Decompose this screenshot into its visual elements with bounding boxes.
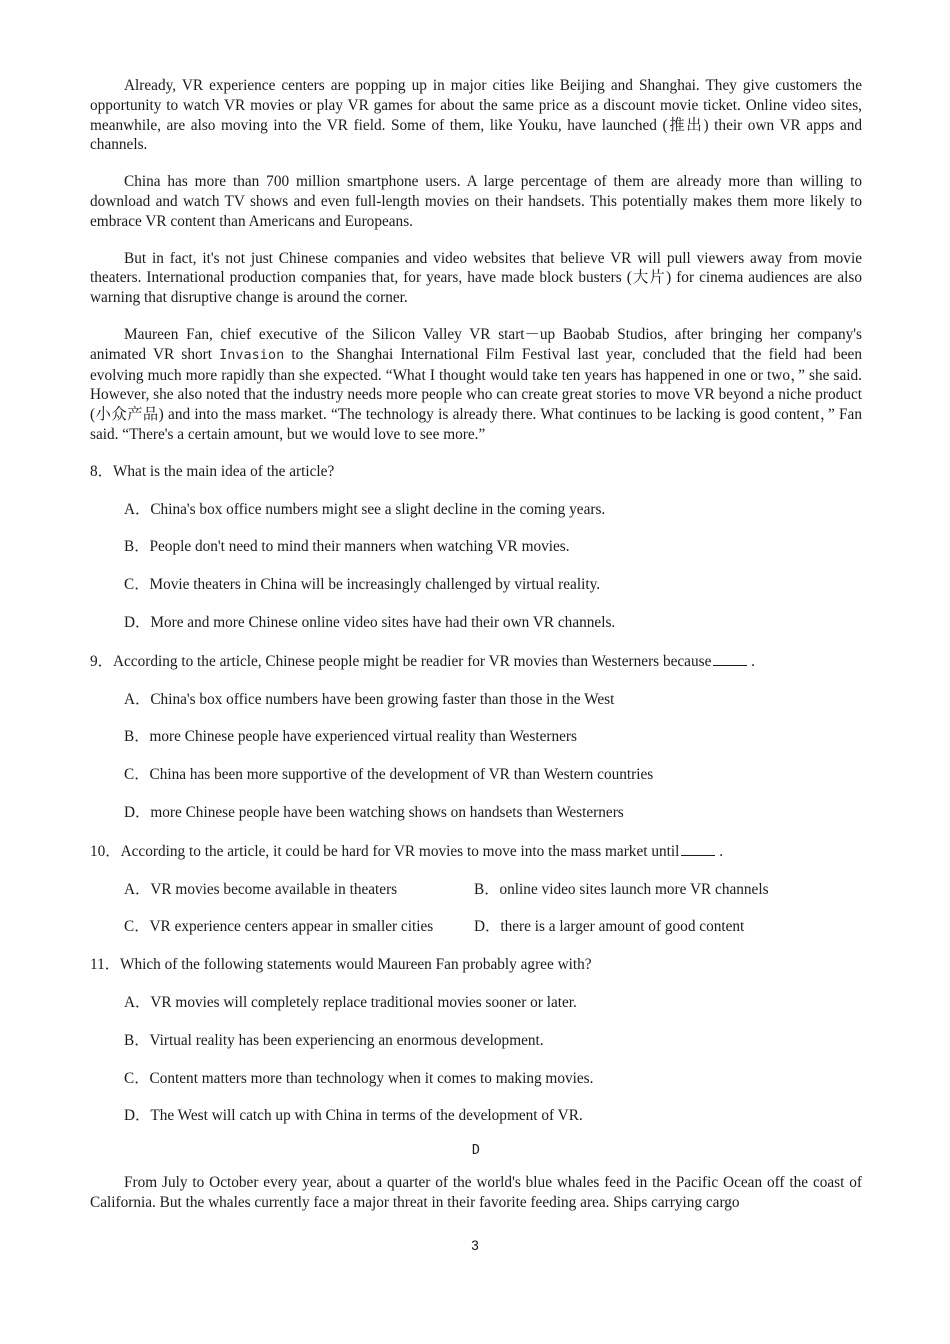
film-title: Invasion <box>219 346 285 363</box>
question-10-option-d[interactable]: D．there is a larger amount of good content <box>474 918 745 936</box>
question-11-option-b[interactable]: B．Virtual reality has been experiencing an enormous development. <box>124 1031 544 1049</box>
question-10-option-a[interactable]: A．VR movies become available in theaters <box>124 880 398 898</box>
question-10-stem: 10．According to the article, it could be hard for VR movies to move into the mass market until <box>90 842 680 860</box>
question-9 <box>90 651 862 672</box>
question-10-options-row-2 <box>124 917 862 937</box>
question-11-option-c[interactable]: C．Content matters more than technology when it comes to making movies. <box>124 1069 594 1087</box>
question-11-option-a[interactable]: A．VR movies will completely replace traditional movies sooner or later. <box>124 993 577 1011</box>
question-10-option-c[interactable]: C．VR experience centers appear in smaller cities <box>124 918 434 936</box>
question-11-option-d[interactable]: D．The West will catch up with China in terms of the development of VR. <box>124 1107 583 1125</box>
question-9-option-c[interactable]: C．China has been more supportive of the development of VR than Western countries <box>124 766 654 784</box>
paragraph-vr-centers: Already, VR experience centers are popping up in major cities like Beijing and Shanghai. They give customers the opportunity to watch VR movies or play VR games for about the same price as a discount movie ticket. Online video sites, meanwhile, are also moving into the VR field. Some of them, like Youku, have launched (推出) their own VR apps and channels. <box>90 77 862 154</box>
question-9-stem: 9．According to the article, Chinese people might be readier for VR movies than Westerners because <box>90 652 712 670</box>
page-number: 3 <box>471 1238 479 1253</box>
answer-blank <box>713 651 747 666</box>
section-label: D <box>471 1142 481 1159</box>
paragraph-blue-whales: From July to October every year, about a quarter of the world's blue whales feed in the Pacific Ocean off the coast of California. But the whales currently face a major threat in their favorite feeding area. Ships carrying cargo <box>90 1174 862 1211</box>
question-10-end: . <box>715 842 724 860</box>
paragraph-smartphone-users: China has more than 700 million smartphone users. A large percentage of them are already more than willing to download and watch TV shows and even full-length movies on their handsets. This potentially makes them more likely to embrace VR content than Americans and Europeans. <box>90 173 862 230</box>
question-9-option-b[interactable]: B．more Chinese people have experienced virtual reality than Westerners <box>124 728 577 746</box>
question-9-end: . <box>747 652 756 670</box>
question-9-option-a[interactable]: A．China's box office numbers have been growing faster than those in the West <box>124 690 615 708</box>
question-8-option-d[interactable]: D．More and more Chinese online video sites have had their own VR channels. <box>124 613 616 631</box>
question-8-option-b[interactable]: B．People don't need to mind their manners when watching VR movies. <box>124 538 570 556</box>
question-8-option-c[interactable]: C．Movie theaters in China will be increasingly challenged by virtual reality. <box>124 576 601 594</box>
paragraph-text: to the Shanghai International Film Festival last year, concluded that the field had been evolving much more rapidly than she expected. “What I thought would take ten years has happened in one or two，” she said. However, she also noted that the industry needs more people who can create great stories to move VR beyond a niche product (小众产品) and into the mass market. “The technology is already there. What continues to be lacking is good content，” Fan said. “There's a certain amount, but we would love to see more.” <box>90 345 862 443</box>
paragraph-production-companies: But in fact, it's not just Chinese companies and video websites that believe VR will pull viewers away from movie theaters. International production companies that, for years, have made block busters (大片) for cinema audiences are also warning that disruptive change is around the corner. <box>90 249 862 307</box>
question-10 <box>90 841 862 862</box>
question-8-option-a[interactable]: A．China's box office numbers might see a slight decline in the coming years. <box>124 500 606 518</box>
question-11-stem: 11．Which of the following statements would Maureen Fan probably agree with? <box>90 956 592 974</box>
question-10-option-b[interactable]: B．online video sites launch more VR channels <box>474 880 769 898</box>
question-10-options-row-1 <box>124 880 862 900</box>
question-9-option-d[interactable]: D．more Chinese people have been watching shows on handsets than Westerners <box>124 803 624 821</box>
paragraph-maureen-fan <box>90 325 862 445</box>
paragraph-text: Maureen Fan, chief executive of the Silicon Valley VR start－up Baobab Studios, after bringing her company's animated VR short <box>90 325 862 363</box>
question-8-stem: 8．What is the main idea of the article? <box>90 462 335 480</box>
answer-blank <box>681 841 715 856</box>
document-page <box>90 76 862 1230</box>
